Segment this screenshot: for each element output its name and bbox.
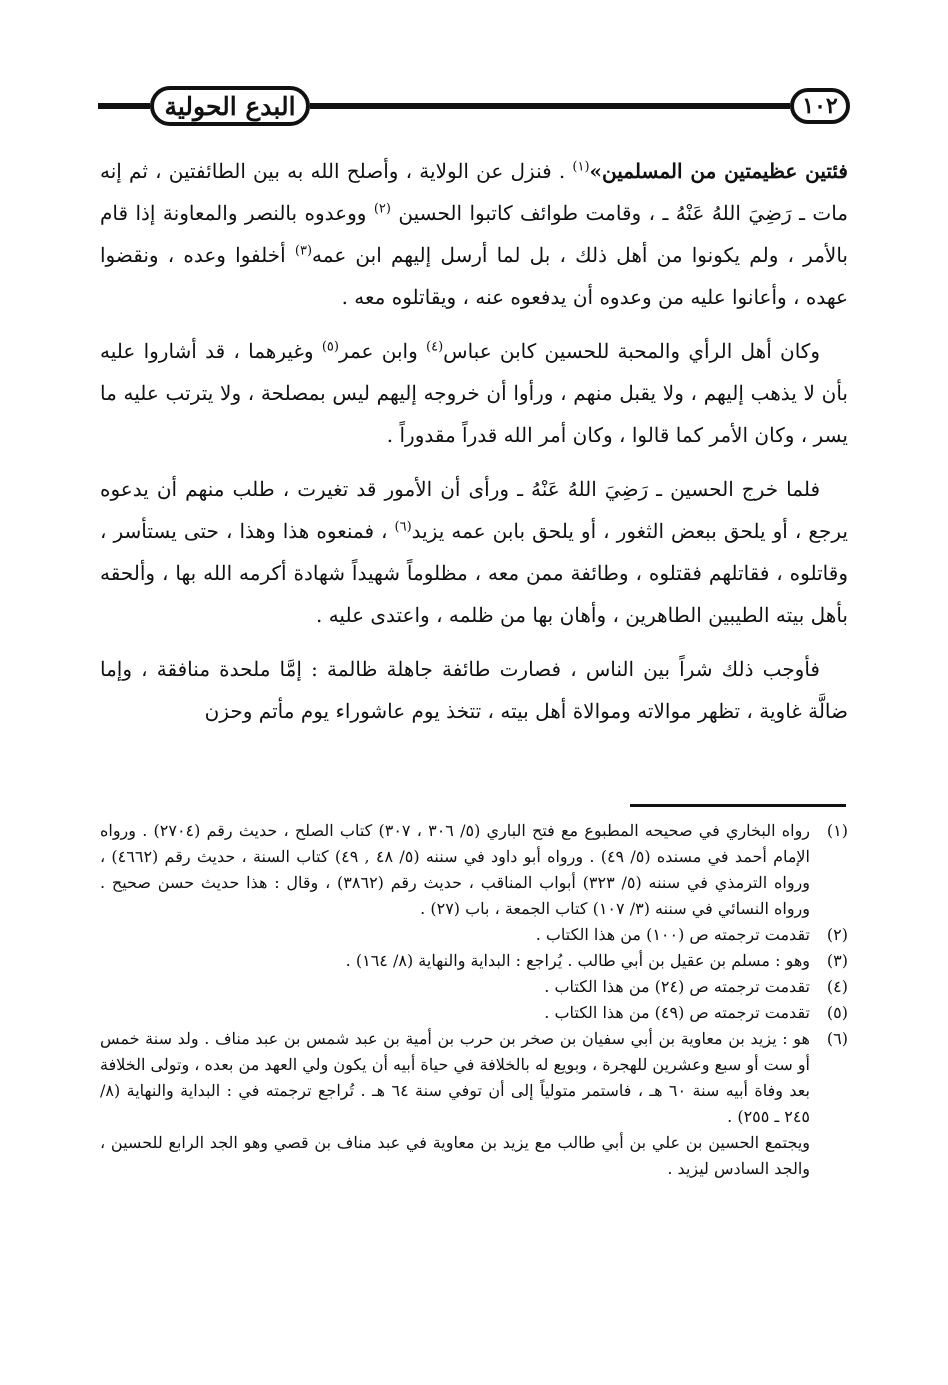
footnote-number: (٢) (826, 925, 848, 944)
running-title (150, 86, 310, 126)
page-number (790, 88, 850, 124)
footnote-ref-2: (٢) (373, 201, 391, 217)
header-rule-middle (310, 103, 790, 109)
footnotes (100, 818, 848, 1182)
p2-text-a: وكان أهل الرأي والمحبة للحسين كابن عباس (443, 339, 820, 363)
paragraph-4: فأوجب ذلك شراً بين الناس ، فصارت طائفة جاهلة ظالمة : إمَّا ملحدة منافقة ، وإما ضالَّة غاوية ، تظهر موالاته وموالاة أهل بيته ، تتخذ يوم عاشوراء يوم مأتم وحزن (100, 657, 848, 723)
footnote-ref-5: (٥) (321, 339, 339, 355)
footnote-number: (٣) (826, 951, 848, 970)
paragraph-2 (100, 330, 848, 456)
page-number-text: ١٠٢ (802, 93, 838, 119)
p2-text-b: وابن عمر (338, 339, 427, 363)
running-title-text: البدع الحولية (164, 91, 296, 121)
p3-text-b: ، فمنعوه هذا وهذا ، حتى يستأسر ، وقاتلوه ، فقاتلهم فقتلوه ، وطائفة ممن معه ، مظلوماً شهيداً شهادة أكرمه الله بها ، وألحقه بأهل بيته الطيبين الطاهرين ، وأهان بها من ظلمه ، واعتدى عليه . (100, 519, 848, 627)
paragraph-3 (100, 468, 848, 636)
footnote-number: (٤) (826, 977, 848, 996)
p1-text-c: أخلفوا وعده ، ونقضوا عهده ، وأعانوا عليه من وعدوه أن يدفعوه عنه ، ويقاتلوه معه . (100, 243, 848, 309)
page-header (98, 82, 850, 128)
footnote-number: (١) (826, 821, 848, 840)
p3-text-a: فلما خرج الحسين ـ رَضِيَ اللهُ عَنْهُ ـ ورأى أن الأمور قد تغيرت ، طلب منهم أن يدعوه يرجع ، أو يلحق ببعض الثغور ، أو يلحق بابن عمه يزيد (100, 477, 848, 543)
footnote-ref-6: (٦) (394, 519, 412, 535)
p2-text-c: وغيرهما ، قد أشاروا عليه بأن لا يذهب إليهم ، ولا يقبل منهم ، ورأوا أن خروجه إليهم ليس بمصلحة ، ولا يترتب عليه ما يسر ، وكان الأمر كما قالوا ، وكان أمر الله قدراً مقدوراً . (100, 339, 848, 447)
footnote-4 (100, 974, 848, 1000)
footnote-ref-4: (٤) (426, 339, 444, 355)
p1-bold-opening: فئتين عظيمتين من المسلمين» (589, 159, 848, 183)
footnote-separator (630, 804, 846, 807)
footnote-2 (100, 922, 848, 948)
footnote-6 (100, 1026, 848, 1130)
footnote-text: هو : يزيد بن معاوية بن أبي سفيان بن صخر بن حرب بن أمية بن عبد شمس بن عبد مناف . ولد سنة خمس أو ست أو سبع وعشرين للهجرة ، وبويع له بالخلافة في حياة أبيه أن يكون ولي العهد من بعده ، وتولى الخلافة بعد وفاة أبيه سنة ٦٠ هـ ، فاستمر متولياً إلى أن توفي سنة ٦٤ هـ . تُراجع ترجمته في : البداية والنهاية (٨/ ٢٤٥ ـ ٢٥٥) . (100, 1029, 810, 1126)
footnote-number: (٦) (826, 1029, 848, 1048)
footnote-1 (100, 818, 848, 922)
footnote-text: تقدمت ترجمته ص (٢٤) من هذا الكتاب . (544, 977, 810, 996)
footnote-5 (100, 1000, 848, 1026)
footnote-ref-3: (٣) (294, 243, 313, 259)
footnote-text: وهو : مسلم بن عقيل بن أبي طالب . يُراجع : البداية والنهاية (٨/ ١٦٤) . (345, 951, 810, 970)
main-text (100, 150, 848, 744)
footnote-ref-1: (١) (572, 159, 590, 175)
footnote-number: (٥) (826, 1003, 848, 1022)
paragraph-1 (100, 150, 848, 318)
p1-text-a: . فنزل عن الولاية ، وأصلح الله به بين الطائفتين ، ثم إنه مات ـ رَضِيَ اللهُ عَنْهُ ـ ، وقامت طوائف كاتبوا الحسين (100, 159, 848, 225)
footnote-text: تقدمت ترجمته ص (١٠٠) من هذا الكتاب . (535, 925, 810, 944)
header-rule-left (98, 103, 150, 109)
footnote-text: تقدمت ترجمته ص (٤٩) من هذا الكتاب . (544, 1003, 810, 1022)
p1-text-b: ووعدوه بالنصر والمعاونة إذا قام بالأمر ، ولم يكونوا من أهل ذلك ، بل لما أرسل إليهم ابن عمه (100, 201, 848, 267)
footnote-6-continuation: ويجتمع الحسين بن علي بن أبي طالب مع يزيد بن معاوية في عبد مناف بن قصي وهو الجد الرابع للحسين ، والجد السادس ليزيد . (100, 1133, 810, 1178)
footnote-3 (100, 948, 848, 974)
footnote-text: رواه البخاري في صحيحه المطبوع مع فتح الباري (٥/ ٣٠٦ ، ٣٠٧) كتاب الصلح ، حديث رقم (٢٧٠٤) . ورواه الإمام أحمد في مسنده (٥/ ٤٩) . ورواه أبو داود في سننه (٥/ ٤٨ , ٤٩) كتاب السنة ، حديث رقم (٤٦٦٢) ، ورواه الترمذي في سننه (٥/ ٣٢٣) أبواب المناقب ، حديث رقم (٣٨٦٢) ، وقال : هذا حديث حسن صحيح . ورواه النسائي في سننه (٣/ ١٠٧) كتاب الجمعة ، باب (٢٧) . (100, 821, 811, 918)
